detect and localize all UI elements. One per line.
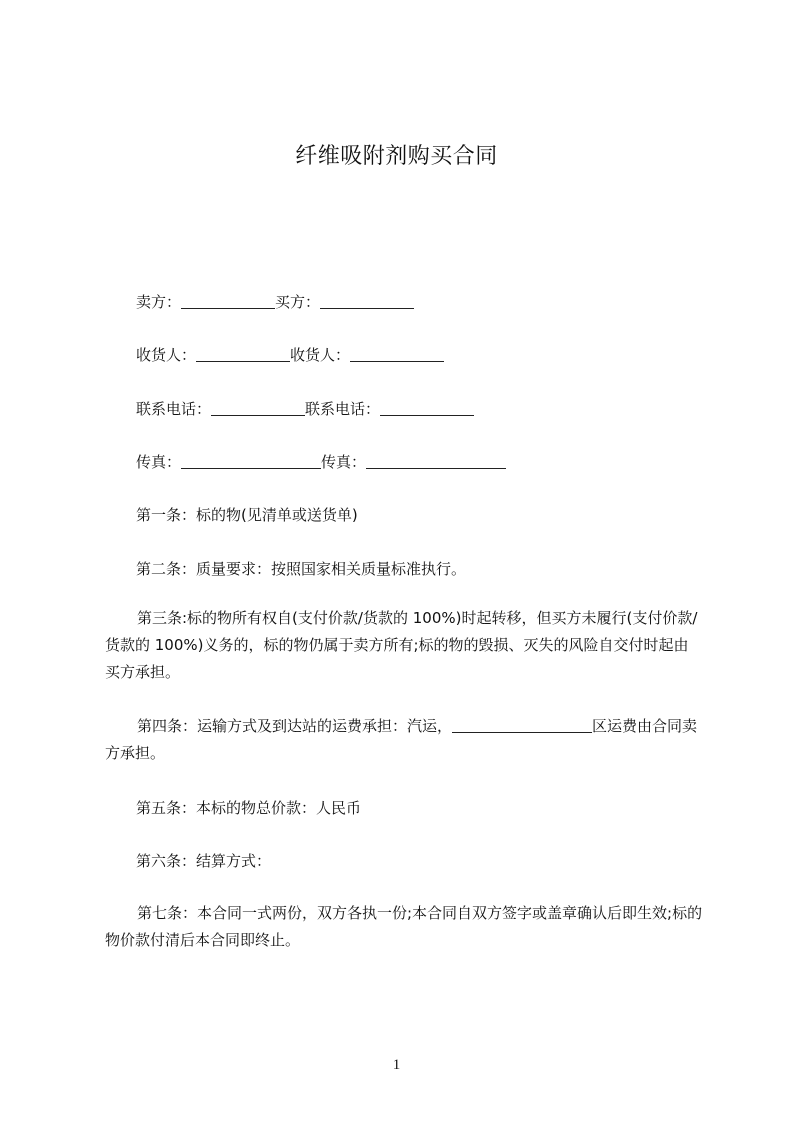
- article-4: [105, 713, 703, 767]
- fax-line: [136, 452, 506, 472]
- document-title: 纤维吸附剂购买合同: [295, 144, 498, 169]
- seller-label: 卖方：: [136, 293, 182, 311]
- consignee-label-seller: 收货人：: [136, 346, 197, 364]
- phone-blank-seller: [211, 400, 305, 416]
- phone-line: [136, 399, 474, 419]
- fax-label-buyer: 传真：: [321, 453, 367, 471]
- phone-label-buyer: 联系电话：: [305, 400, 381, 418]
- fax-label-seller: 传真：: [136, 453, 182, 471]
- article-2: 第二条：质量要求：按照国家相关质量标准执行。: [136, 560, 467, 578]
- buyer-label: 买方：: [275, 293, 321, 311]
- article-7: 第七条：本合同一式两份，双方各执一份;本合同自双方签字或盖章确认后即生效;标的物价款付清后本合同即终止。: [105, 904, 703, 949]
- fax-blank-seller: [181, 453, 321, 469]
- consignee-line: [136, 345, 444, 365]
- article-6: 第六条：结算方式：: [136, 852, 272, 870]
- article-5: 第五条：本标的物总价款：人民币: [136, 799, 362, 817]
- consignee-blank-buyer: [350, 346, 444, 362]
- page-number: 1: [392, 1057, 401, 1073]
- article-1: 第一条：标的物(见清单或送货单): [136, 506, 358, 524]
- fax-blank-buyer: [366, 453, 506, 469]
- seller-blank: [181, 293, 275, 309]
- consignee-blank-seller: [196, 346, 290, 362]
- article-3: 第三条:标的物所有权自(支付价款/货款的 100%)时起转移，但买方未履行(支付价款/货款的 100%)义务的，标的物仍属于卖方所有;标的物的毁损、灭失的风险自交付时起由买方承担。: [105, 609, 698, 681]
- buyer-blank: [320, 293, 414, 309]
- phone-blank-buyer: [380, 400, 474, 416]
- transport-blank: [452, 717, 592, 733]
- phone-label-seller: 联系电话：: [136, 400, 212, 418]
- consignee-label-buyer: 收货人：: [290, 346, 351, 364]
- article-4-text-end: 区运费由合同卖方承担。: [105, 717, 698, 762]
- seller-buyer-line: [136, 292, 414, 312]
- article-4-text-start: 第四条：运输方式及到达站的运费承担：汽运，: [137, 717, 453, 735]
